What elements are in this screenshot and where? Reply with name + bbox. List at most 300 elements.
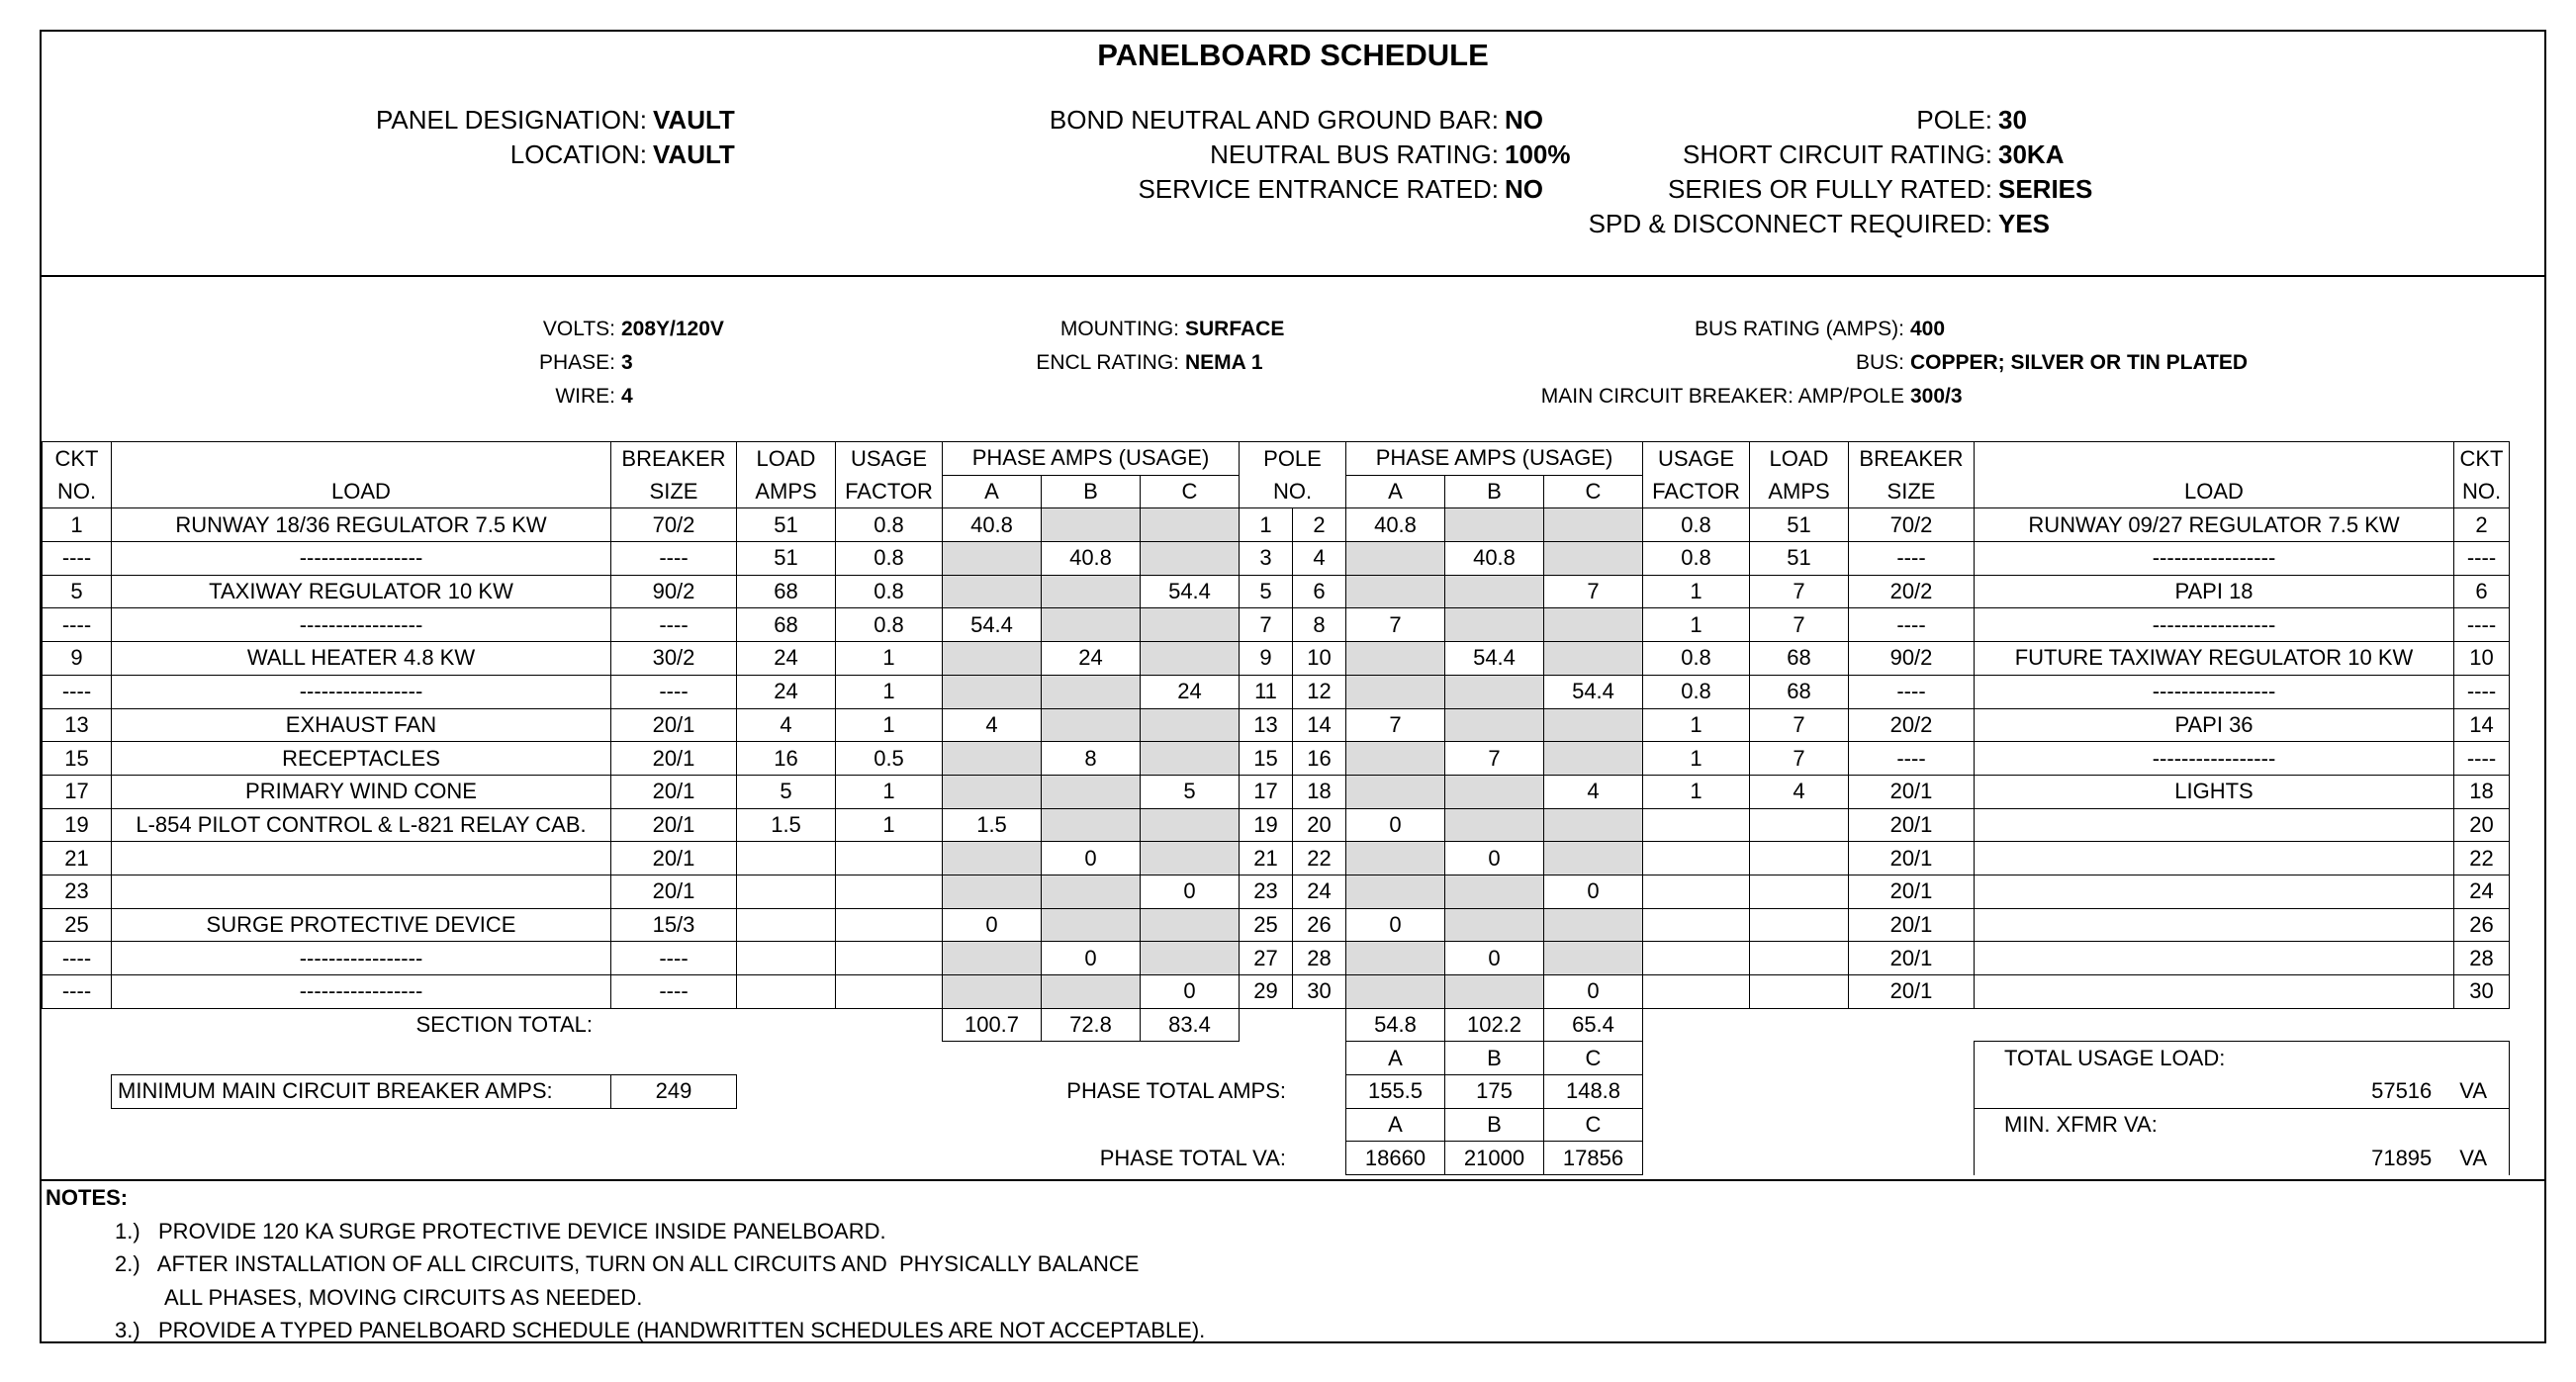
total-usage-value: 57516: [2371, 1078, 2433, 1104]
right-usage-factor: 1: [1643, 742, 1750, 776]
col-ckt-header-right: CKT: [2454, 442, 2510, 476]
note-1: 1.) PROVIDE 120 KA SURGE PROTECTIVE DEVICE INSIDE PANELBOARD.: [115, 1218, 886, 1244]
left-load-amps: [737, 875, 836, 908]
left-load-amps: 5: [737, 775, 836, 808]
spacer: [43, 1042, 1346, 1075]
right-phase-b: [1445, 608, 1544, 642]
left-ckt-no: 1: [43, 508, 112, 542]
series-rated-value: SERIES: [1998, 174, 2093, 204]
left-usage-factor: 1: [836, 642, 943, 676]
right-breaker-size: 20/1: [1849, 975, 1975, 1009]
spacer: [43, 1075, 112, 1109]
left-usage-factor: 0.8: [836, 608, 943, 642]
left-phase-b: 0: [1042, 842, 1141, 875]
col-pole-no-header: NO.: [1240, 475, 1346, 508]
right-breaker-size: 20/1: [1849, 942, 1975, 975]
table-row: [43, 842, 2510, 875]
left-ckt-no: ----: [43, 542, 112, 576]
right-breaker-size: 20/1: [1849, 842, 1975, 875]
section-total-left-c: 83.4: [1141, 1008, 1240, 1042]
phase-total-va-label: PHASE TOTAL VA:: [1099, 1145, 1286, 1170]
left-load-amps: 51: [737, 542, 836, 576]
left-load-amps: 51: [737, 508, 836, 542]
right-breaker-size: 20/1: [1849, 908, 1975, 942]
right-ckt-no: ----: [2454, 675, 2510, 708]
right-ckt-no: 2: [2454, 508, 2510, 542]
table-row: [43, 508, 2510, 542]
left-phase-b: [1042, 508, 1141, 542]
ratings-left: [398, 313, 724, 414]
col-size-header-right: SIZE: [1849, 475, 1975, 508]
left-phase-b: [1042, 875, 1141, 908]
left-phase-a: [943, 975, 1042, 1009]
left-phase-b: [1042, 608, 1141, 642]
right-load: FUTURE TAXIWAY REGULATOR 10 KW: [1975, 642, 2454, 676]
table-row: [43, 975, 2510, 1009]
ratings-right: [1466, 313, 2248, 414]
left-load: TAXIWAY REGULATOR 10 KW: [112, 575, 611, 608]
right-load: -----------------: [1975, 542, 2454, 576]
pole-left: 1: [1240, 508, 1293, 542]
left-ckt-no: 13: [43, 708, 112, 742]
right-breaker-size: 20/1: [1849, 775, 1975, 808]
pole-right: 28: [1293, 942, 1346, 975]
left-phase-a: 54.4: [943, 608, 1042, 642]
phase-va-c-label: C: [1544, 1108, 1643, 1142]
right-phase-b: [1445, 675, 1544, 708]
right-load: -----------------: [1975, 608, 2454, 642]
min-main-value: 249: [611, 1075, 737, 1109]
left-phase-c: [1141, 908, 1240, 942]
total-usage-value-cell: [1975, 1075, 2510, 1109]
col-ckt-no-header-right: NO.: [2454, 475, 2510, 508]
panel-designation-label: PANEL DESIGNATION:: [375, 105, 647, 135]
left-breaker-size: 20/1: [611, 842, 737, 875]
ratings-middle: [932, 313, 1284, 380]
left-phase-a: [943, 542, 1042, 576]
col-load-header-top: [112, 442, 611, 476]
right-phase-c: [1544, 542, 1643, 576]
right-load-amps: [1750, 842, 1849, 875]
right-phase-c: 4: [1544, 775, 1643, 808]
right-usage-factor: [1643, 908, 1750, 942]
left-phase-b: [1042, 708, 1141, 742]
pole-left: 3: [1240, 542, 1293, 576]
left-breaker-size: ----: [611, 608, 737, 642]
encl-rating-label: ENCL RATING:: [1036, 351, 1179, 374]
wire-value: 4: [621, 385, 633, 408]
left-load-amps: [737, 975, 836, 1009]
phase-total-amps-label: PHASE TOTAL AMPS:: [1066, 1078, 1286, 1104]
right-usage-factor: [1643, 842, 1750, 875]
left-phase-a: 4: [943, 708, 1042, 742]
phase-total-va-c: 17856: [1544, 1142, 1643, 1175]
phase-va-abc-row: [43, 1108, 2510, 1142]
right-ckt-no: 26: [2454, 908, 2510, 942]
left-ckt-no: 15: [43, 742, 112, 776]
right-load: [1975, 842, 2454, 875]
left-load-amps: 68: [737, 575, 836, 608]
right-load: -----------------: [1975, 742, 2454, 776]
table-row: [43, 675, 2510, 708]
right-load: [1975, 975, 2454, 1009]
col-load-header-right: LOAD: [1975, 475, 2454, 508]
col-phase-a-header-right: A: [1346, 475, 1445, 508]
left-load: -----------------: [112, 975, 611, 1009]
phase-total-amps-row: [43, 1075, 2510, 1109]
right-phase-c: [1544, 708, 1643, 742]
left-ckt-no: 5: [43, 575, 112, 608]
phase-va-a-label: A: [1346, 1108, 1445, 1142]
right-phase-a: 7: [1346, 708, 1445, 742]
col-ckt-header: CKT: [43, 442, 112, 476]
col-phase-c-header-right: C: [1544, 475, 1643, 508]
right-phase-a: [1346, 575, 1445, 608]
table-row: [43, 908, 2510, 942]
right-breaker-size: 70/2: [1849, 508, 1975, 542]
spacer: [1975, 1008, 2510, 1042]
left-ckt-no: 23: [43, 875, 112, 908]
left-breaker-size: 30/2: [611, 642, 737, 676]
right-ckt-no: 20: [2454, 808, 2510, 842]
right-load: [1975, 942, 2454, 975]
min-xfmr-label: MIN. XFMR VA:: [1975, 1108, 2510, 1142]
note-3: 3.) PROVIDE A TYPED PANELBOARD SCHEDULE (HANDWRITTEN SCHEDULES ARE NOT ACCEPTABLE).: [115, 1318, 1206, 1342]
col-size-header: SIZE: [611, 475, 737, 508]
mounting-label: MOUNTING:: [1059, 318, 1179, 340]
right-usage-factor: [1643, 975, 1750, 1009]
table-row: [43, 742, 2510, 776]
left-phase-c: [1141, 508, 1240, 542]
left-ckt-no: 9: [43, 642, 112, 676]
right-usage-factor: 1: [1643, 575, 1750, 608]
section-total-label: SECTION TOTAL:: [415, 1012, 593, 1038]
spacer: [1643, 1142, 1975, 1175]
header-row-1: [43, 442, 2510, 476]
phase-amps-c-label: C: [1544, 1042, 1643, 1075]
pole-right: 10: [1293, 642, 1346, 676]
right-phase-c: [1544, 608, 1643, 642]
bus-label: BUS:: [1855, 351, 1904, 374]
col-breaker-header: BREAKER: [611, 442, 737, 476]
right-phase-b: [1445, 775, 1544, 808]
left-usage-factor: 1: [836, 708, 943, 742]
right-phase-a: [1346, 942, 1445, 975]
left-ckt-no: 19: [43, 808, 112, 842]
col-usage-header-right: USAGE: [1643, 442, 1750, 476]
left-phase-c: 5: [1141, 775, 1240, 808]
left-phase-a: [943, 942, 1042, 975]
left-load-amps: 24: [737, 675, 836, 708]
spacer: [43, 1108, 1346, 1142]
encl-rating-value: NEMA 1: [1185, 351, 1263, 374]
col-usage-header: USAGE: [836, 442, 943, 476]
pole-left: 17: [1240, 775, 1293, 808]
right-usage-factor: 1: [1643, 708, 1750, 742]
phase-total-va-b: 21000: [1445, 1142, 1544, 1175]
section-total-row: [43, 1008, 2510, 1042]
circuit-schedule-table: [42, 441, 2510, 1175]
left-usage-factor: 0.8: [836, 542, 943, 576]
right-load-amps: 4: [1750, 775, 1849, 808]
pole-left: 7: [1240, 608, 1293, 642]
right-phase-b: 7: [1445, 742, 1544, 776]
left-breaker-size: 20/1: [611, 775, 737, 808]
left-ckt-no: ----: [43, 942, 112, 975]
right-phase-a: [1346, 842, 1445, 875]
section-total-right-b: 102.2: [1445, 1008, 1544, 1042]
short-circuit-label: SHORT CIRCUIT RATING:: [1683, 139, 1992, 169]
left-breaker-size: 90/2: [611, 575, 737, 608]
section-total-left-b: 72.8: [1042, 1008, 1141, 1042]
table-row: [43, 542, 2510, 576]
pole-left: 27: [1240, 942, 1293, 975]
right-breaker-size: ----: [1849, 675, 1975, 708]
table-row: [43, 942, 2510, 975]
location-value: VAULT: [653, 139, 735, 169]
pole-right: 18: [1293, 775, 1346, 808]
phase-total-amps-a: 155.5: [1346, 1075, 1445, 1109]
section-total-left-a: 100.7: [943, 1008, 1042, 1042]
right-phase-b: 0: [1445, 842, 1544, 875]
left-phase-a: 1.5: [943, 808, 1042, 842]
left-load-amps: [737, 842, 836, 875]
left-phase-b: [1042, 775, 1141, 808]
left-phase-a: [943, 675, 1042, 708]
pole-left: 13: [1240, 708, 1293, 742]
col-phase-a-header: A: [943, 475, 1042, 508]
spacer: [1240, 1008, 1346, 1042]
panel-designation-value: VAULT: [653, 105, 735, 135]
right-usage-factor: 1: [1643, 775, 1750, 808]
right-phase-c: [1544, 908, 1643, 942]
table-row: [43, 775, 2510, 808]
right-load-amps: 51: [1750, 542, 1849, 576]
col-ckt-no-header: NO.: [43, 475, 112, 508]
panel-info-left: [328, 103, 735, 172]
left-phase-a: [943, 842, 1042, 875]
right-phase-a: [1346, 875, 1445, 908]
left-load: WALL HEATER 4.8 KW: [112, 642, 611, 676]
left-phase-b: [1042, 808, 1141, 842]
pole-right: 12: [1293, 675, 1346, 708]
right-phase-a: 0: [1346, 908, 1445, 942]
pole-left: 9: [1240, 642, 1293, 676]
right-phase-a: [1346, 975, 1445, 1009]
left-load: [112, 875, 611, 908]
main-breaker-label: MAIN CIRCUIT BREAKER: AMP/POLE: [1540, 385, 1904, 408]
right-usage-factor: [1643, 875, 1750, 908]
spacer: [1643, 1008, 1975, 1042]
left-breaker-size: 20/1: [611, 875, 737, 908]
right-phase-a: 0: [1346, 808, 1445, 842]
pole-left: 23: [1240, 875, 1293, 908]
total-usage-unit: VA: [2459, 1078, 2487, 1104]
left-load-amps: 24: [737, 642, 836, 676]
col-breaker-header-right: BREAKER: [1849, 442, 1975, 476]
left-load-amps: [737, 908, 836, 942]
pole-right: 22: [1293, 842, 1346, 875]
pole-right: 24: [1293, 875, 1346, 908]
right-load-amps: 51: [1750, 508, 1849, 542]
right-load: [1975, 875, 2454, 908]
left-ckt-no: 21: [43, 842, 112, 875]
location-label: LOCATION:: [509, 139, 647, 169]
left-phase-a: [943, 775, 1042, 808]
left-phase-a: 0: [943, 908, 1042, 942]
left-phase-c: [1141, 942, 1240, 975]
left-phase-a: [943, 742, 1042, 776]
bus-value: COPPER; SILVER OR TIN PLATED: [1910, 351, 2249, 374]
right-phase-c: [1544, 942, 1643, 975]
min-xfmr-unit: VA: [2459, 1145, 2487, 1170]
left-load: PRIMARY WIND CONE: [112, 775, 611, 808]
left-usage-factor: 0.8: [836, 508, 943, 542]
phase-value: 3: [621, 351, 633, 374]
left-ckt-no: 25: [43, 908, 112, 942]
col-phase-amps-header: PHASE AMPS (USAGE): [943, 442, 1240, 476]
left-phase-c: [1141, 642, 1240, 676]
right-ckt-no: ----: [2454, 542, 2510, 576]
right-breaker-size: 20/2: [1849, 575, 1975, 608]
left-phase-b: 40.8: [1042, 542, 1141, 576]
left-phase-b: [1042, 575, 1141, 608]
wire-label: WIRE:: [555, 385, 615, 408]
table-row: [43, 708, 2510, 742]
right-ckt-no: 18: [2454, 775, 2510, 808]
right-phase-b: [1445, 908, 1544, 942]
left-usage-factor: 1: [836, 675, 943, 708]
right-phase-b: 0: [1445, 942, 1544, 975]
right-ckt-no: 24: [2454, 875, 2510, 908]
total-usage-label: TOTAL USAGE LOAD:: [1975, 1042, 2510, 1075]
right-usage-factor: 0.8: [1643, 542, 1750, 576]
right-ckt-no: 28: [2454, 942, 2510, 975]
bus-rating-label: BUS RATING (AMPS):: [1695, 318, 1904, 340]
right-phase-b: [1445, 975, 1544, 1009]
right-breaker-size: 90/2: [1849, 642, 1975, 676]
service-entrance-value: NO: [1505, 174, 1543, 204]
left-usage-factor: 1: [836, 775, 943, 808]
right-phase-a: [1346, 642, 1445, 676]
left-load-amps: 16: [737, 742, 836, 776]
col-amps-header: AMPS: [737, 475, 836, 508]
left-phase-c: [1141, 542, 1240, 576]
left-phase-a: [943, 575, 1042, 608]
left-breaker-size: ----: [611, 542, 737, 576]
left-phase-a: [943, 642, 1042, 676]
right-phase-a: [1346, 742, 1445, 776]
right-phase-c: 0: [1544, 975, 1643, 1009]
col-phase-amps-header-right: PHASE AMPS (USAGE): [1346, 442, 1643, 476]
min-xfmr-value-cell: [1975, 1142, 2510, 1175]
pole-right: 16: [1293, 742, 1346, 776]
left-usage-factor: [836, 942, 943, 975]
note-2: 2.) AFTER INSTALLATION OF ALL CIRCUITS, TURN ON ALL CIRCUITS AND PHYSICALLY BALANCE: [115, 1251, 1140, 1276]
min-xfmr-value: 71895: [2371, 1145, 2433, 1170]
pole-value: 30: [1998, 105, 2027, 135]
left-load: -----------------: [112, 675, 611, 708]
right-phase-c: [1544, 642, 1643, 676]
phase-total-va-row: [43, 1142, 2510, 1175]
left-load-amps: [737, 942, 836, 975]
left-load: [112, 842, 611, 875]
notes-section: [46, 1181, 1205, 1347]
right-usage-factor: [1643, 942, 1750, 975]
table-row: [43, 575, 2510, 608]
left-phase-c: 54.4: [1141, 575, 1240, 608]
left-usage-factor: [836, 975, 943, 1009]
min-main-label: MINIMUM MAIN CIRCUIT BREAKER AMPS:: [112, 1075, 611, 1109]
phase-total-amps-c: 148.8: [1544, 1075, 1643, 1109]
right-breaker-size: ----: [1849, 608, 1975, 642]
right-load-amps: 68: [1750, 675, 1849, 708]
col-load-header-right-top: [1975, 442, 2454, 476]
right-usage-factor: [1643, 808, 1750, 842]
left-load: -----------------: [112, 542, 611, 576]
left-phase-b: 0: [1042, 942, 1141, 975]
pole-right: 2: [1293, 508, 1346, 542]
col-phase-b-header-right: B: [1445, 475, 1544, 508]
volts-label: VOLTS:: [542, 318, 615, 340]
left-load: -----------------: [112, 608, 611, 642]
spd-label: SPD & DISCONNECT REQUIRED:: [1588, 209, 1992, 238]
col-load-header: LOAD: [112, 475, 611, 508]
note-2-continued: ALL PHASES, MOVING CIRCUITS AS NEEDED.: [164, 1284, 643, 1310]
right-phase-a: 7: [1346, 608, 1445, 642]
right-phase-a: 40.8: [1346, 508, 1445, 542]
pole-right: 20: [1293, 808, 1346, 842]
right-load: -----------------: [1975, 675, 2454, 708]
phase-amps-abc-row: [43, 1042, 2510, 1075]
table-row: [43, 875, 2510, 908]
left-usage-factor: 0.8: [836, 575, 943, 608]
short-circuit-value: 30KA: [1998, 139, 2065, 169]
neutral-bus-value: 100%: [1505, 139, 1571, 169]
col-load-amps-header: LOAD: [737, 442, 836, 476]
right-phase-b: 40.8: [1445, 542, 1544, 576]
right-load: [1975, 808, 2454, 842]
panel-info-right: [1585, 103, 2092, 241]
left-phase-c: [1141, 708, 1240, 742]
right-usage-factor: 0.8: [1643, 508, 1750, 542]
right-phase-c: [1544, 808, 1643, 842]
left-phase-a: 40.8: [943, 508, 1042, 542]
right-load-amps: 7: [1750, 608, 1849, 642]
mounting-value: SURFACE: [1185, 318, 1285, 340]
divider: [42, 275, 2544, 277]
right-phase-c: 7: [1544, 575, 1643, 608]
right-phase-a: [1346, 542, 1445, 576]
header-row-2: [43, 475, 2510, 508]
phase-va-b-label: B: [1445, 1108, 1544, 1142]
left-ckt-no: ----: [43, 608, 112, 642]
left-breaker-size: ----: [611, 975, 737, 1009]
pole-right: 8: [1293, 608, 1346, 642]
table-row: [43, 808, 2510, 842]
right-breaker-size: ----: [1849, 542, 1975, 576]
right-breaker-size: ----: [1849, 742, 1975, 776]
pole-right: 30: [1293, 975, 1346, 1009]
phase-label: PHASE:: [538, 351, 615, 374]
spacer: [1643, 1075, 1975, 1109]
table-row: [43, 608, 2510, 642]
left-breaker-size: 20/1: [611, 808, 737, 842]
left-breaker-size: ----: [611, 675, 737, 708]
pole-left: 15: [1240, 742, 1293, 776]
col-pole-header: POLE: [1240, 442, 1346, 476]
pole-right: 6: [1293, 575, 1346, 608]
